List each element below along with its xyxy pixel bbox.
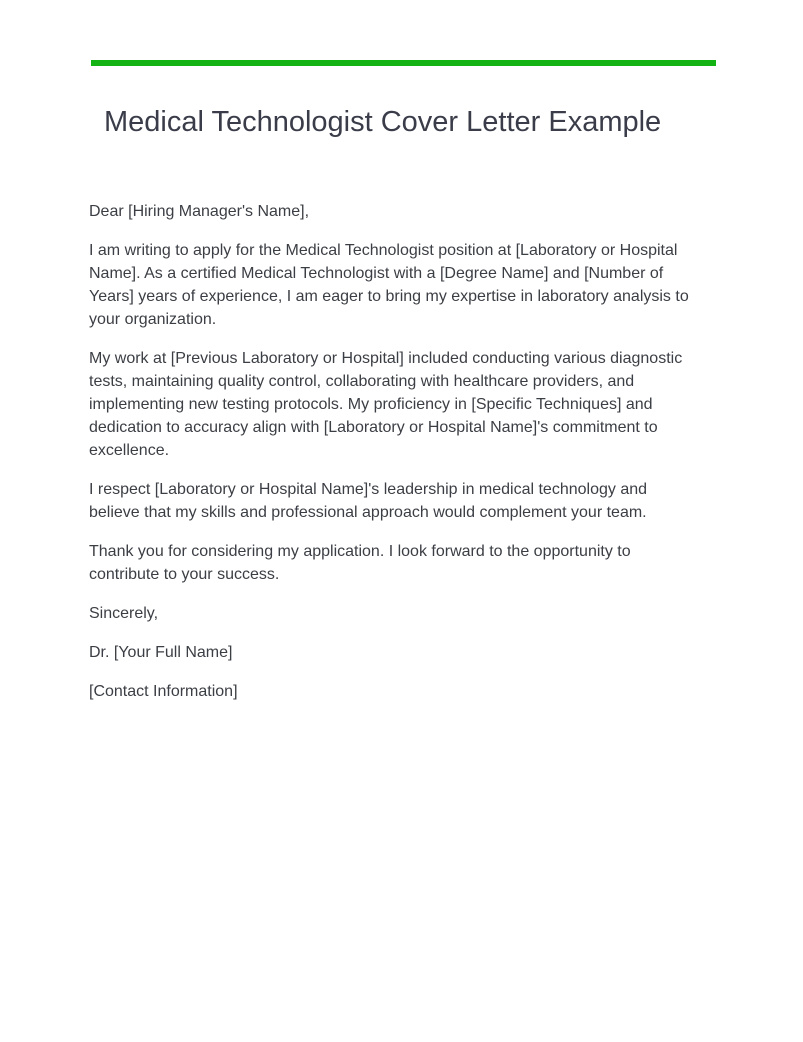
letter-paragraph: I respect [Laboratory or Hospital Name]'s leadership in medical technology and believe that my skills and professional approach would complement your team. <box>89 481 648 521</box>
page-title: Medical Technologist Cover Letter Example <box>104 106 662 138</box>
letter-signature: Dr. [Your Full Name] <box>89 644 233 661</box>
cover-letter-body <box>89 200 699 719</box>
top-accent-rule <box>91 60 716 66</box>
letter-paragraph: My work at [Previous Laboratory or Hospital] included conducting various diagnostic tests, maintaining quality control, collaborating with healthcare providers, and implementing new testing protocols. My proficiency in [Specific Techniques] and dedication to accuracy align with [Laboratory or Hospital Name]'s commitment to excellence. <box>89 350 683 459</box>
letter-closing: Sincerely, <box>89 605 159 622</box>
letter-salutation: Dear [Hiring Manager's Name], <box>89 203 310 220</box>
letter-paragraph: I am writing to apply for the Medical Technologist position at [Laboratory or Hospital Name]. As a certified Medical Technologist with a [Degree Name] and [Number of Years] years of experience, I am eager to bring my expertise in laboratory analysis to your organization. <box>89 242 689 328</box>
letter-paragraph: Thank you for considering my application. I look forward to the opportunity to contribute to your success. <box>89 543 631 583</box>
letter-contact-info: [Contact Information] <box>89 683 238 700</box>
